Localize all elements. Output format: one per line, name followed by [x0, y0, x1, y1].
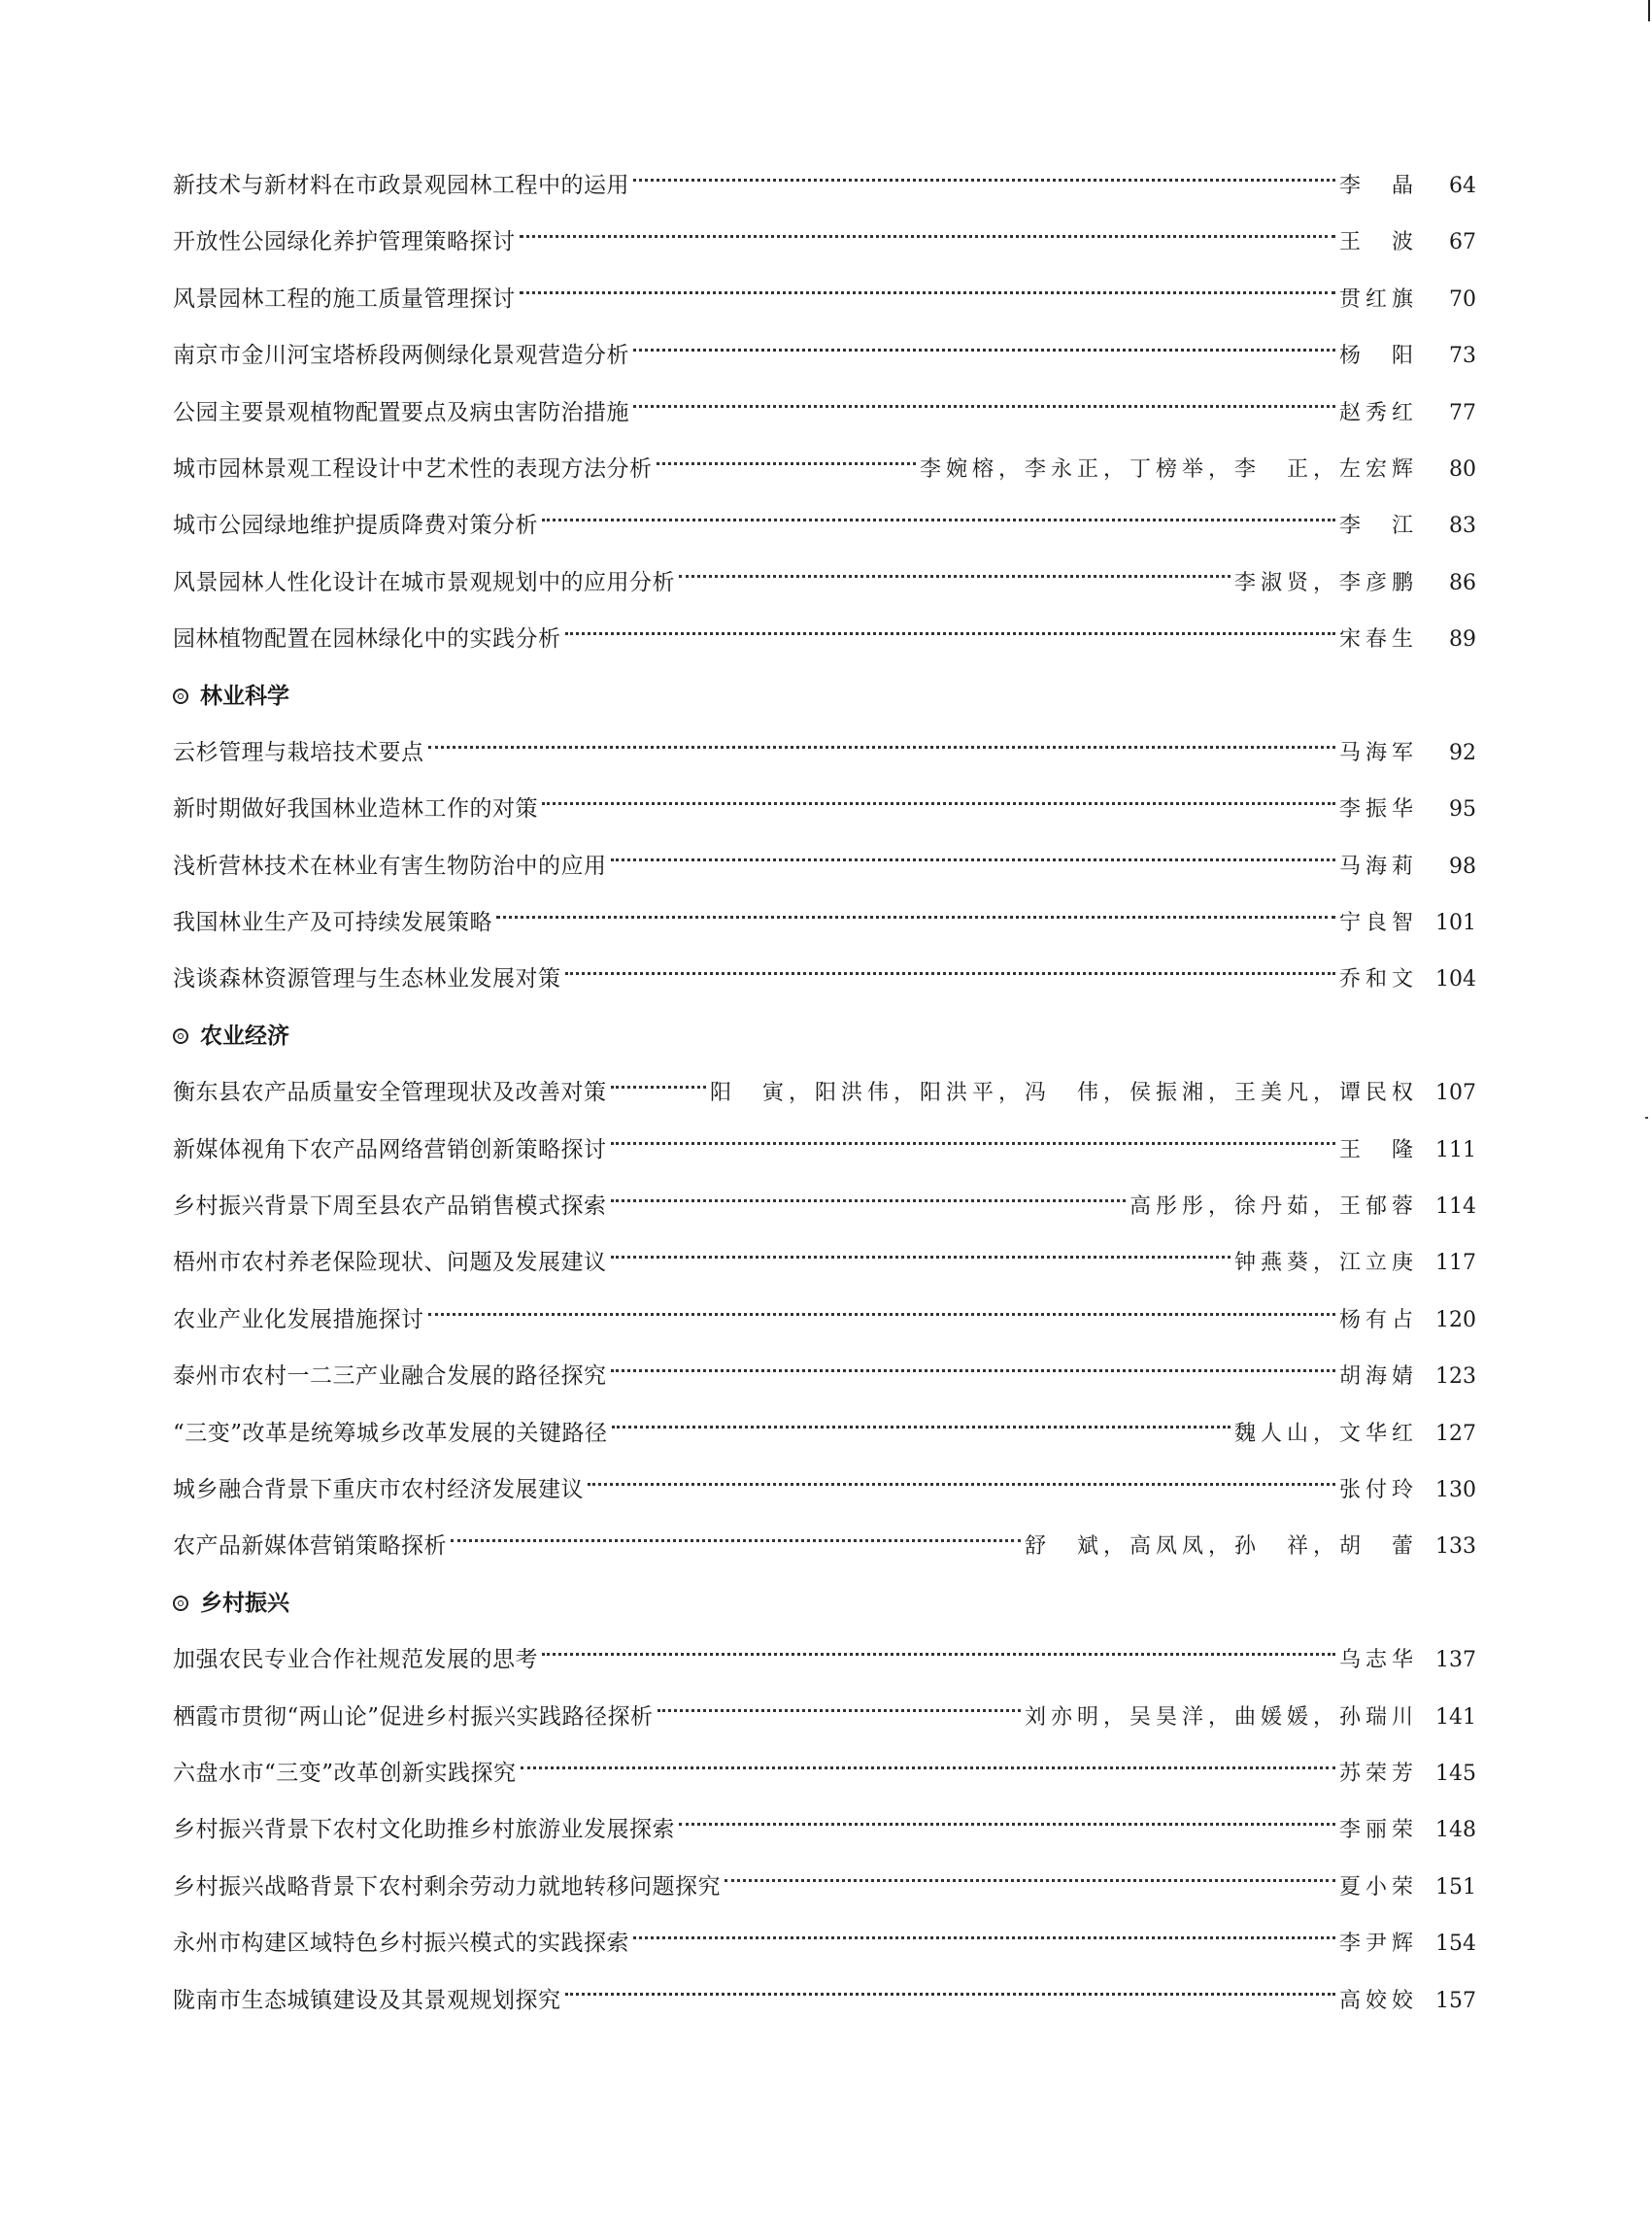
toc-entry-page: 145: [1435, 1761, 1476, 1786]
toc-entry-title[interactable]: 乡村振兴背景下周至县农产品销售模式探索: [173, 1194, 607, 1220]
toc-leader-dots: [565, 1993, 1335, 1996]
toc-entry-author: 钟燕葵，江立庚: [1233, 1251, 1418, 1276]
toc-leader-dots: [633, 405, 1335, 408]
toc-leader-dots: [611, 1142, 1335, 1145]
toc-entry-title[interactable]: 六盘水市“三变”改革创新实践探究: [173, 1760, 517, 1786]
toc-entry[interactable]: [173, 724, 1476, 781]
toc-entry-page: 98: [1449, 854, 1476, 879]
toc-entry-page: 73: [1449, 344, 1476, 369]
toc-leader-dots: [542, 519, 1335, 521]
toc-entry-author: 李淑贤，李彦鹏: [1233, 570, 1418, 595]
toc-entry-title[interactable]: 加强农民专业合作社规范发展的思考: [173, 1647, 538, 1673]
toc-entry-title[interactable]: 乡村振兴战略背景下农村剩余劳动力就地转移问题探究: [173, 1873, 721, 1900]
toc-entry-author: 李 江: [1338, 514, 1418, 539]
toc-entry-page: 70: [1449, 286, 1476, 312]
toc-entry-title[interactable]: 城市园林景观工程设计中艺术性的表现方法分析: [173, 455, 653, 482]
toc-entry-author: 赵秀红: [1338, 400, 1418, 425]
toc-entry-page: 141: [1435, 1704, 1476, 1730]
toc-entry-title[interactable]: 浅谈森林资源管理与生态林业发展对策: [173, 966, 561, 992]
toc-entry[interactable]: [173, 894, 1476, 951]
toc-entry[interactable]: [173, 1631, 1476, 1688]
toc-entry[interactable]: [173, 838, 1476, 894]
toc-entry-page: 83: [1449, 514, 1476, 539]
double-circle-icon: [173, 689, 188, 704]
toc-entry-page: 104: [1435, 967, 1476, 992]
toc-entry-page: 148: [1435, 1818, 1476, 1843]
toc-entry-title[interactable]: 南京市金川河宝塔桥段两侧绿化景观营造分析: [173, 343, 629, 369]
toc-entry-title[interactable]: 新媒体视角下农产品网络营销创新策略探讨: [173, 1136, 607, 1162]
toc-entry-page: 86: [1449, 570, 1476, 595]
toc-entry-author: 李丽荣: [1338, 1818, 1418, 1843]
toc-leader-dots: [588, 1483, 1335, 1486]
toc-entry-page: 117: [1435, 1251, 1476, 1276]
toc-entry-page: 95: [1449, 797, 1476, 823]
toc-entry-title[interactable]: 浅析营林技术在林业有害生物防治中的应用: [173, 853, 607, 879]
toc-entry-page: 151: [1435, 1874, 1476, 1900]
toc-entry-author: 宋春生: [1338, 627, 1418, 653]
toc-entry-author: 苏荣芳: [1338, 1761, 1418, 1786]
toc-leader-dots: [521, 1766, 1335, 1769]
toc-leader-dots: [633, 349, 1335, 352]
toc-entry[interactable]: [173, 1292, 1476, 1348]
toc-entry-page: 114: [1435, 1194, 1476, 1220]
toc-entry[interactable]: [173, 1462, 1476, 1518]
toc-entry-title[interactable]: 风景园林工程的施工质量管理探讨: [173, 286, 516, 312]
toc-entry-author: 乔和文: [1338, 967, 1418, 992]
toc-leader-dots: [428, 1313, 1335, 1316]
toc-entry[interactable]: [173, 327, 1476, 384]
toc-leader-dots: [565, 972, 1335, 975]
toc-entry-page: 137: [1435, 1648, 1476, 1673]
toc-entry-page: 101: [1435, 911, 1476, 936]
toc-entry-title[interactable]: 我国林业生产及可持续发展策略: [173, 910, 492, 936]
toc-entry-page: 77: [1449, 400, 1476, 425]
toc-entry-page: 64: [1449, 174, 1476, 198]
toc-entry[interactable]: [173, 1859, 1476, 1915]
toc-entry[interactable]: [173, 441, 1476, 497]
toc-entry-author: 杨有占: [1338, 1307, 1418, 1332]
toc-entry-title[interactable]: 园林植物配置在园林绿化中的实践分析: [173, 626, 561, 653]
toc-entry[interactable]: [173, 1122, 1476, 1178]
toc-entry-author: 李婉榕，李永正，丁榜举，李 正，左宏辉: [919, 456, 1418, 482]
toc-entry[interactable]: [173, 1405, 1476, 1462]
toc-leader-dots: [542, 802, 1335, 805]
toc-entry-author: 胡海婧: [1338, 1364, 1418, 1390]
toc-entry-author: 宁良智: [1338, 911, 1418, 936]
toc-leader-dots: [633, 1936, 1335, 1939]
toc-entry-page: 123: [1435, 1364, 1476, 1390]
toc-entry-title[interactable]: 开放性公园绿化养护管理策略探讨: [173, 229, 516, 255]
toc-entry-title[interactable]: 云杉管理与栽培技术要点: [173, 739, 424, 765]
table-of-contents: [173, 157, 1476, 2029]
toc-entry-title[interactable]: 城市公园绿地维护提质降费对策分析: [173, 513, 538, 539]
toc-entry-author: 张付玲: [1338, 1477, 1418, 1502]
toc-entry-author: 刘亦明，吴昊洋，曲媛媛，孙瑞川: [1024, 1704, 1418, 1730]
toc-entry-page: 120: [1435, 1307, 1476, 1332]
toc-entry-title[interactable]: 衡东县农产品质量安全管理现状及改善对策: [173, 1080, 607, 1106]
toc-section-heading: [173, 1008, 1476, 1064]
toc-entry-title[interactable]: 永州市构建区域特色乡村振兴模式的实践探索: [173, 1931, 629, 1957]
toc-leader-dots: [520, 235, 1335, 238]
toc-entry-author: 李振华: [1338, 797, 1418, 823]
toc-leader-dots: [679, 1823, 1335, 1826]
toc-entry-page: 92: [1449, 740, 1476, 765]
toc-entry-author: 高姣姣: [1338, 1988, 1418, 2013]
toc-leader-dots: [725, 1879, 1335, 1882]
toc-entry[interactable]: [173, 1972, 1476, 2029]
toc-entry-title[interactable]: 乡村振兴背景下农村文化助推乡村旅游业发展探索: [173, 1817, 675, 1843]
toc-leader-dots: [428, 746, 1335, 749]
toc-section-heading: [173, 1575, 1476, 1631]
toc-leader-dots: [633, 179, 1335, 182]
toc-entry-title[interactable]: 城乡融合背景下重庆市农村经济发展建议: [173, 1476, 584, 1502]
toc-entry-author: 李尹辉: [1338, 1932, 1418, 1957]
toc-entry[interactable]: [173, 497, 1476, 554]
toc-entry[interactable]: [173, 271, 1476, 327]
toc-leader-dots: [657, 1709, 1021, 1712]
toc-entry-title[interactable]: 栖霞市贯彻“两山论”促进乡村振兴实践路径探析: [173, 1703, 654, 1730]
toc-entry[interactable]: [173, 1518, 1476, 1574]
toc-entry-page: 107: [1435, 1081, 1476, 1106]
toc-entry-page: 130: [1435, 1477, 1476, 1502]
toc-entry-page: 154: [1435, 1932, 1476, 1957]
toc-leader-dots: [611, 1086, 706, 1089]
toc-entry[interactable]: [173, 1915, 1476, 1971]
toc-leader-dots: [612, 1426, 1231, 1429]
toc-entry-title[interactable]: 陇南市生态城镇建设及其景观规划探究: [173, 1987, 561, 2013]
toc-section-title: 林业科学: [200, 682, 289, 709]
toc-leader-dots: [542, 1653, 1335, 1656]
toc-entry-author: 马海莉: [1338, 854, 1418, 879]
toc-entry[interactable]: [173, 1064, 1476, 1121]
toc-leader-dots: [565, 632, 1335, 635]
toc-entry-author: 王 波: [1338, 230, 1418, 255]
toc-entry-page: 89: [1449, 627, 1476, 653]
toc-entry-page: 157: [1435, 1988, 1476, 2013]
toc-entry-author: 阳 寅，阳洪伟，阳洪平，冯 伟，侯振湘，王美凡，谭民权: [709, 1081, 1418, 1106]
toc-leader-dots: [520, 291, 1335, 294]
toc-entry[interactable]: [173, 1745, 1476, 1801]
toc-leader-dots: [611, 1369, 1335, 1372]
toc-entry-page: 111: [1435, 1137, 1476, 1162]
toc-entry[interactable]: [173, 555, 1476, 611]
toc-entry-title[interactable]: 梧州市农村养老保险现状、问题及发展建议: [173, 1250, 607, 1276]
toc-entry-author: 王 隆: [1338, 1137, 1418, 1162]
toc-entry-author: 夏小荣: [1338, 1874, 1418, 1900]
toc-entry-page: 133: [1435, 1534, 1476, 1560]
toc-leader-dots: [496, 916, 1335, 919]
toc-entry-title[interactable]: 农产品新媒体营销策略探析: [173, 1533, 447, 1560]
toc-entry[interactable]: [173, 157, 1476, 214]
toc-entry[interactable]: [173, 1801, 1476, 1858]
toc-entry[interactable]: [173, 611, 1476, 667]
toc-entry-title[interactable]: 泰州市农村一二三产业融合发展的路径探究: [173, 1363, 607, 1390]
toc-leader-dots: [451, 1539, 1021, 1542]
toc-entry-title[interactable]: 公园主要景观植物配置要点及病虫害防治措施: [173, 399, 629, 425]
toc-leader-dots: [679, 575, 1231, 578]
toc-leader-dots: [611, 1256, 1231, 1259]
toc-section-title: 农业经济: [200, 1022, 289, 1049]
toc-entry-author: 马海军: [1338, 740, 1418, 765]
toc-entry-title[interactable]: 农业产业化发展措施探讨: [173, 1306, 424, 1332]
toc-entry[interactable]: [173, 781, 1476, 837]
double-circle-icon: [173, 1028, 188, 1044]
toc-entry-page: 80: [1449, 456, 1476, 482]
toc-entry-author: 李 晶: [1338, 174, 1418, 198]
page-edge-mark: [1648, 0, 1650, 21]
toc-leader-dots: [657, 462, 916, 465]
toc-leader-dots: [611, 1199, 1126, 1202]
toc-entry[interactable]: [173, 1178, 1476, 1234]
toc-entry-author: 贯红旗: [1338, 286, 1418, 312]
toc-entry-author: 乌志华: [1338, 1648, 1418, 1673]
toc-entry-author: 舒 斌，高凤凤，孙 祥，胡 蕾: [1024, 1534, 1418, 1560]
toc-section-heading: [173, 668, 1476, 724]
toc-entry[interactable]: [173, 1234, 1476, 1291]
toc-entry-page: 127: [1435, 1421, 1476, 1446]
toc-entry[interactable]: [173, 385, 1476, 441]
toc-entry-title[interactable]: 新时期做好我国林业造林工作的对策: [173, 796, 538, 823]
double-circle-icon: [173, 1596, 188, 1611]
toc-entry-page: 67: [1449, 230, 1476, 255]
toc-entry-title[interactable]: 风景园林人性化设计在城市景观规划中的应用分析: [173, 569, 675, 595]
toc-entry[interactable]: [173, 951, 1476, 1007]
toc-entry-author: 魏人山，文华红: [1233, 1421, 1418, 1446]
toc-entry-title[interactable]: 新技术与新材料在市政景观园林工程中的运用: [173, 173, 629, 198]
page-side-mark: [1645, 1117, 1648, 1119]
toc-entry-author: 杨 阳: [1338, 344, 1418, 369]
toc-entry[interactable]: [173, 214, 1476, 270]
toc-entry-title[interactable]: “三变”改革是统筹城乡改革发展的关键路径: [173, 1420, 608, 1446]
toc-section-title: 乡村振兴: [200, 1589, 289, 1616]
toc-leader-dots: [611, 858, 1335, 861]
toc-entry[interactable]: [173, 1689, 1476, 1745]
toc-entry-author: 高彤彤，徐丹茹，王郁蓉: [1129, 1194, 1418, 1220]
toc-entry[interactable]: [173, 1348, 1476, 1404]
